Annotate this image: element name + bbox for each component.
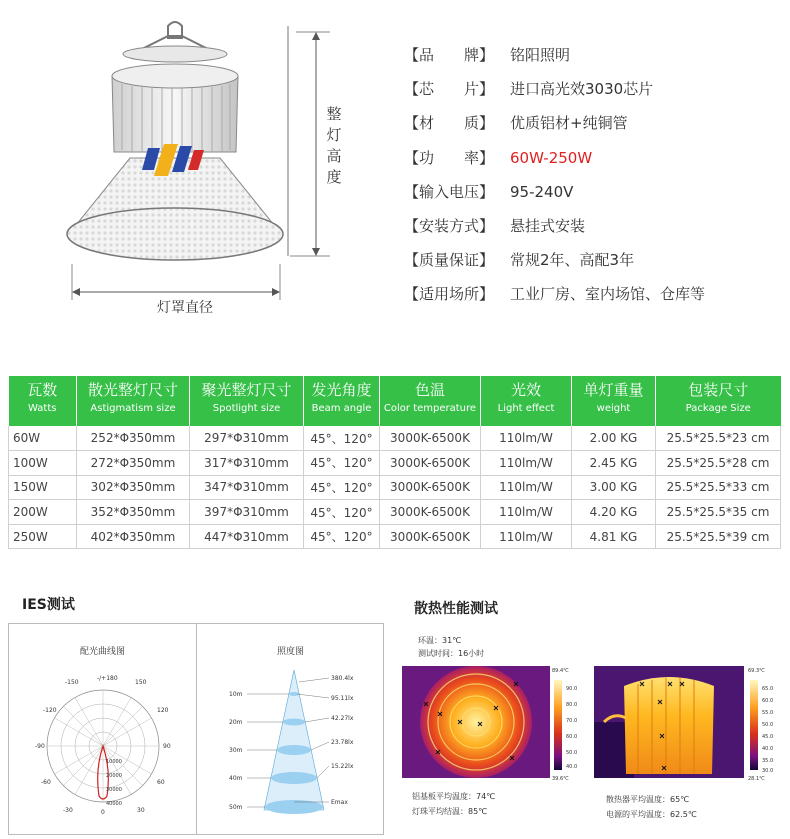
spec-row-brand [404,44,784,78]
scale-max-label: 89.4℃ [552,668,569,674]
polar-angle-label: 150 [135,679,147,686]
polar-angle-label: 120 [157,707,169,714]
col-header-weight: 单灯重量 weight [572,376,656,426]
spec-row-application [404,283,784,317]
heatsink-temperature-note: 散热器平均温度：65℃ [606,795,690,804]
illuminance-distance-label: 50m [229,804,243,811]
table-cell: 4.81 KG [572,524,656,549]
illuminance-distance-label: 20m [229,719,243,726]
illuminance-distance-label: 10m [229,691,243,698]
scale-tick: 45.0 [762,734,774,740]
illuminance-value-label: 23.78lx [331,739,354,746]
illuminance-cone-chart [209,662,379,830]
spec-value: 优质铝材+纯铜管 [510,114,628,133]
spec-key: 【安装方式】 [404,216,495,235]
table-cell: 250W [9,524,77,549]
table-cell: 4.20 KG [572,500,656,525]
table-cell: 317*Φ310mm [190,451,304,476]
scale-tick: 30.0 [762,768,774,774]
table-cell: 25.5*25.5*35 cm [656,500,781,525]
scale-tick: 50.0 [566,750,578,756]
table-cell: 150W [9,475,77,500]
polar-angle-label: 0 [101,809,105,816]
table-cell: 25.5*25.5*23 cm [656,426,781,451]
table-row [9,524,781,549]
illuminance-value-label: 380.4lx [331,675,354,682]
table-cell: 60W [9,426,77,451]
polar-ring-label: 10000 [106,759,122,765]
polar-angle-label: -120 [43,707,57,714]
spec-row-material [404,112,784,146]
table-cell: 352*Φ350mm [77,500,190,525]
polar-angle-label: -90 [35,743,45,750]
table-cell: 45°、120° [304,426,380,451]
table-cell: 447*Φ310mm [190,524,304,549]
table-cell: 25.5*25.5*28 cm [656,451,781,476]
illuminance-value-label: 15.22lx [331,763,354,770]
scale-tick: 50.0 [762,722,774,728]
spec-row-power [404,147,784,181]
diameter-dimension-label: 灯罩直径 [157,300,213,316]
col-header-beam-angle: 发光角度 Beam angle [304,376,380,426]
spec-value: 铭阳照明 [510,46,571,64]
scale-tick: 60.0 [762,698,774,704]
table-cell: 110lm/W [481,426,572,451]
table-cell: 110lm/W [481,524,572,549]
table-cell: 402*Φ350mm [77,524,190,549]
scale-max-label: 69.3℃ [748,668,765,674]
scale-tick: 80.0 [566,702,578,708]
scale-tick: 40.0 [762,746,774,752]
scale-tick: 55.0 [762,710,774,716]
spec-key: 【芯 片】 [404,80,495,99]
table-header-row [9,376,781,426]
col-header-color-temperature: 色温 Color temperature [380,376,481,426]
polar-angle-label: -/+180 [97,675,118,682]
spec-key: 【适用场所】 [404,285,495,304]
table-cell: 3000K-6500K [380,451,481,476]
table-cell: 297*Φ310mm [190,426,304,451]
table-cell: 25.5*25.5*39 cm [656,524,781,549]
spec-value: 进口高光效3030芯片 [510,80,654,99]
table-cell: 45°、120° [304,500,380,525]
board-temperature-note: 铝基板平均温度：74℃ [412,792,496,801]
illuminance-distance-label: 40m [229,775,243,782]
spec-value: 工业厂房、室内场馆、仓库等 [510,285,706,304]
table-row [9,426,781,451]
spec-value: 常规2年、高配3年 [510,251,635,270]
polar-angle-label: 60 [157,779,165,786]
thermal-image-heatsink [594,662,784,782]
scale-min-label: 28.1℃ [748,776,765,782]
scale-min-label: 39.6℃ [552,776,569,782]
scale-tick: 60.0 [566,734,578,740]
scale-tick: 35.0 [762,758,774,764]
illuminance-emax-label: Emax [331,799,348,806]
col-header-light-effect: 光效 Light effect [481,376,572,426]
scale-tick: 70.0 [566,718,578,724]
table-cell: 45°、120° [304,451,380,476]
polar-chart-caption: 配光曲线图 [79,647,125,657]
spec-key: 【输入电压】 [404,182,495,201]
polar-angle-label: -150 [65,679,79,686]
col-header-package-size: 包装尺寸 Package Size [656,376,781,426]
polar-angle-label: 30 [137,807,145,814]
polar-angle-label: -60 [41,779,51,786]
spec-key: 【材 质】 [404,114,495,133]
table-cell: 3000K-6500K [380,426,481,451]
table-cell: 347*Φ310mm [190,475,304,500]
table-cell: 45°、120° [304,475,380,500]
table-cell: 3000K-6500K [380,500,481,525]
table-cell: 45°、120° [304,524,380,549]
spec-row-installation [404,215,784,249]
table-cell: 302*Φ350mm [77,475,190,500]
illuminance-value-label: 42.27lx [331,715,354,722]
table-cell: 200W [9,500,77,525]
polar-angle-label: 90 [163,743,171,750]
table-cell: 3.00 KG [572,475,656,500]
illuminance-value-label: 95.11lx [331,695,354,702]
table-row [9,500,781,525]
table-cell: 2.00 KG [572,426,656,451]
table-row [9,451,781,476]
table-cell: 110lm/W [481,500,572,525]
polar-distribution-chart [23,660,183,832]
spec-row-voltage [404,181,784,215]
illuminance-distance-label: 30m [229,747,243,754]
table-cell: 252*Φ350mm [77,426,190,451]
table-cell: 100W [9,451,77,476]
product-overview [0,0,790,330]
ies-panel [8,623,384,835]
col-header-astigmatism-size: 散光整灯尺寸 Astigmatism size [77,376,190,426]
spec-row-warranty [404,249,784,283]
thermal-section-title: 散热性能测试 [414,601,498,617]
scale-tick: 40.0 [566,764,578,770]
polar-ring-label: 40000 [106,801,122,807]
spec-table [8,376,780,549]
polar-ring-label: 30000 [106,787,122,793]
test-duration-note: 测试时间：16小时 [418,649,485,658]
table-cell: 25.5*25.5*33 cm [656,475,781,500]
spec-value: 95-240V [510,182,574,201]
col-header-watts: 瓦数 Watts [9,376,77,426]
scale-tick: 65.0 [762,686,774,692]
table-cell: 3000K-6500K [380,524,481,549]
spec-value: 60W-250W [510,148,593,167]
polar-ring-label: 20000 [106,773,122,779]
col-header-spotlight-size: 聚光整灯尺寸 Spotlight size [190,376,304,426]
table-cell: 2.45 KG [572,451,656,476]
illuminance-chart-caption: 照度图 [276,647,304,657]
spec-value: 悬挂式安装 [510,216,586,235]
polar-angle-label: -30 [63,807,73,814]
ambient-temperature-note: 环温：31℃ [418,636,462,645]
ies-section-title: IES测试 [22,597,75,613]
spec-key: 【品 牌】 [404,46,495,64]
spec-key: 【质量保证】 [404,251,495,270]
thermal-image-board [402,662,582,782]
driver-temperature-note: 电源的平均温度：62.5℃ [606,810,697,819]
table-row [9,475,781,500]
scale-tick: 90.0 [566,686,578,692]
spec-list [404,44,784,318]
spec-key: 【功 率】 [404,148,495,167]
table-cell: 272*Φ350mm [77,451,190,476]
height-dimension-label: 整灯高度 [326,105,342,186]
spec-row-chip [404,78,784,112]
table-cell: 110lm/W [481,475,572,500]
junction-temperature-note: 灯珠平均结温：85℃ [412,807,488,816]
table-cell: 110lm/W [481,451,572,476]
table-cell: 3000K-6500K [380,475,481,500]
table-cell: 397*Φ310mm [190,500,304,525]
